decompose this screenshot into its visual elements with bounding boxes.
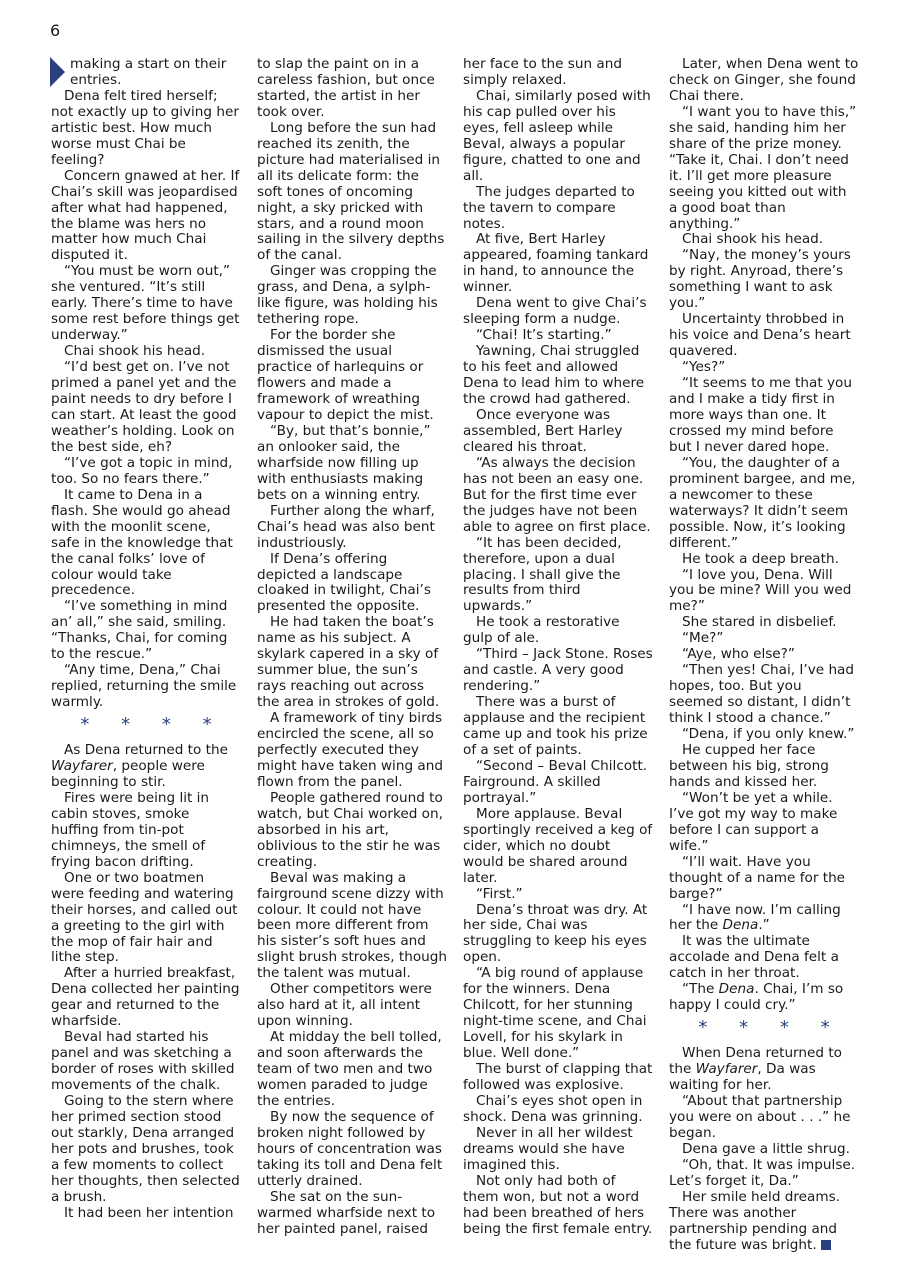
boat-name: Dena (718, 981, 755, 998)
paragraph: “I want you to have this,” she said, handing him her share of the prize money. “Take it, Chai. I don’t need it. I’ll get more pleasure seeing you kitted out with a good boat than anything.” (669, 103, 857, 232)
boat-name: Wayfarer (51, 758, 113, 775)
paragraph: “Third – Jack Stone. Roses and castle. A very good rendering.” (463, 646, 653, 695)
paragraph: “I have now. I’m calling her the Dena.” (669, 901, 841, 934)
section-break: * * * * (80, 714, 225, 736)
paragraph: “You, the daughter of a prominent bargee, and me, a newcomer to these waterways? It didn’t seem possible. Now, it’s looking different.” (669, 454, 856, 551)
paragraph: People gathered round to watch, but Chai worked on, absorbed in his art, oblivious to the stir he was creating. (257, 789, 443, 870)
paragraph: Long before the sun had reached its zenith, the picture had materialised in all its delicate form: the soft tones of oncoming night, a sky pricked with stars, and a round moon sailing in the silvery depths of the canal. (257, 119, 445, 264)
paragraph: The judges departed to the tavern to compare notes. (463, 183, 635, 232)
paragraph: He had taken the boat’s name as his subject. A skylark capered in a sky of summer blue, the sun’s rays reaching out across the area in strokes of gold. (257, 614, 440, 711)
paragraph: It was the ultimate accolade and Dena felt a catch in her throat. (669, 933, 839, 982)
paragraph: Dena felt tired herself; not exactly up to giving her artistic best. How much worse must Chai be feeling? (51, 87, 239, 168)
paragraph: More applause. Beval sportingly received a keg of cider, which no doubt would be shared around later. (463, 805, 653, 886)
paragraph: Beval was making a fairground scene dizzy with colour. It could not have been more different from his sister’s soft hues and slight brush strokes, though the talent was mutual. (257, 869, 448, 982)
paragraph: “I’d best get on. I’ve not primed a panel yet and the paint needs to dry before I can start. At least the good weather’s holding. Look on the best side, eh? (51, 359, 237, 455)
paragraph: “You must be worn out,” she ventured. “It’s still early. There’s time to have some rest before things get underway.” (51, 263, 240, 344)
paragraph: As Dena returned to the Wayfarer, people were beginning to stir. (51, 742, 228, 790)
paragraph: “Nay, the money’s yours by right. Anyroad, there’s something I want to ask you.” (669, 247, 851, 312)
paragraph: “By, but that’s bonnie,” an onlooker said, the wharfside now filling up with enthusiasts making bets on a winning entry. (257, 422, 431, 503)
paragraph: For the border she dismissed the usual practice of harlequins or flowers and made a framework of wreathing vapour to depict the mist. (257, 327, 434, 423)
paragraph: Uncertainty throbbed in his voice and Dena’s heart quavered. (669, 311, 851, 360)
paragraph: “Oh, that. It was impulse. Let’s forget it, Da.” (669, 1156, 856, 1189)
paragraph: Further along the wharf, Chai’s head was also bent industriously. (257, 502, 435, 551)
paragraph: “I’ll wait. Have you thought of a name for the barge?” (669, 853, 846, 902)
paragraph: her face to the sun and simply relaxed. (463, 56, 622, 88)
paragraph: Never in all her wildest dreams would she have imagined this. (463, 1124, 633, 1173)
paragraph: “As always the decision has not been an easy one. But for the first time ever the judges have not been able to agree on first place. (463, 454, 651, 535)
paragraph: At five, Bert Harley appeared, foaming tankard in hand, to announce the winner. (463, 231, 649, 296)
paragraph: “Dena, if you only knew.” (682, 726, 855, 743)
paragraph: “Won’t be yet a while. I’ve got my way to make before I can support a wife.” (669, 789, 838, 854)
paragraph: “About that partnership you were on about . . .” he began. (669, 1093, 851, 1141)
paragraph: By now the sequence of broken night followed by hours of concentration was taking its toll and Dena felt utterly drained. (257, 1108, 443, 1189)
paragraph: “Yes?” (682, 359, 726, 376)
paragraph: “I love you, Dena. Will you be mine? Will you wed me?” (669, 566, 852, 615)
page-number: 6 (50, 21, 61, 40)
paragraph: Concern gnawed at her. If Chai’s skill was jeopardised after what had happened, the blame was hers no matter how much Chai disputed it. (51, 167, 240, 264)
paragraph: making a start on their entries. (70, 56, 227, 88)
paragraph: Fires were being lit in cabin stoves, smoke huffing from tin-pot chimneys, the smell of frying bacon drifting. (51, 789, 210, 870)
column-4 (669, 57, 859, 1254)
paragraph: A framework of tiny birds encircled the scene, all so perfectly executed they might have taken wing and flown from the panel. (257, 710, 443, 790)
paragraph: There was a burst of applause and the recipient came up and took his prize of a set of paints. (463, 694, 648, 758)
column-1 (51, 57, 241, 1222)
paragraph: Dena gave a little shrug. (682, 1140, 850, 1157)
paragraph: Dena’s throat was dry. At her side, Chai was struggling to keep his eyes open. (463, 901, 648, 966)
paragraph: Chai shook his head. (64, 343, 206, 360)
paragraph: One or two boatmen were feeding and watering their horses, and called out a greeting to the girl with the mop of fair hair and lithe step. (51, 869, 238, 966)
paragraph: “Second – Beval Chilcott. Fairground. A skilled portrayal.” (463, 757, 648, 806)
paragraph: “Any time, Dena,” Chai replied, returning the smile warmly. (51, 662, 237, 711)
column-2 (257, 57, 447, 1238)
paragraph: “Aye, who else?” (682, 646, 795, 663)
paragraph: At midday the bell tolled, and soon afterwards the team of two men and two women paraded to judge the entries. (257, 1029, 442, 1109)
paragraph: Once everyone was assembled, Bert Harley cleared his throat. (463, 406, 623, 455)
paragraph: If Dena’s offering depicted a landscape cloaked in twilight, Chai’s presented the opposite. (257, 550, 431, 615)
paragraph: “Me?” (682, 630, 724, 647)
paragraph: Chai’s eyes shot open in shock. Dena was grinning. (463, 1092, 643, 1125)
paragraph: He took a deep breath. (682, 550, 839, 567)
paragraph: Yawning, Chai struggled to his feet and allowed Dena to lead him to where the crowd had gathered. (463, 343, 645, 408)
paragraph: “It has been decided, therefore, upon a dual placing. I shall give the results from third upwards.” (463, 534, 622, 615)
paragraph: “I’ve something in mind an’ all,” she said, smiling. “Thanks, Chai, for coming to the rescue.” (51, 598, 228, 663)
paragraph: It had been her intention (64, 1204, 234, 1221)
paragraph: “It seems to me that you and I make a tidy first in more ways than one. It crossed my mind before but I never dared hope. (669, 375, 852, 455)
column-3 (463, 57, 653, 1238)
paragraph: Her smile held dreams. There was another partnership pending and the future was bright. (669, 1188, 841, 1253)
paragraph: Beval had started his panel and was sketching a border of roses with skilled movements of the chalk. (51, 1029, 235, 1094)
paragraph: After a hurried breakfast, Dena collected her painting gear and returned to the wharfside. (51, 965, 240, 1030)
paragraph: When Dena returned to the Wayfarer, Da was waiting for her. (669, 1045, 842, 1094)
end-square-icon (821, 1240, 831, 1250)
paragraph: It came to Dena in a flash. She would go ahead with the moonlit scene, safe in the knowledge that the canal folks’ love of colour would take precedence. (51, 486, 233, 599)
paragraph: Ginger was cropping the grass, and Dena, a sylph-like figure, was holding his tethering rope. (257, 263, 438, 328)
continuation-arrow-icon (50, 57, 65, 87)
paragraph: “Chai! It’s starting.” (476, 327, 612, 344)
paragraph: Going to the stern where her primed section stood out starkly, Dena arranged her pots and brushes, took a few moments to collect her thoughts, then selected a brush. (51, 1093, 240, 1205)
paragraph: Later, when Dena went to check on Ginger, she found Chai there. (669, 56, 859, 104)
paragraph: “A big round of applause for the winners. Dena Chilcott, for her stunning night-time scene, and Chai Lovell, for his skylark in blue. Well done.” (463, 965, 647, 1062)
paragraph: Dena went to give Chai’s sleeping form a nudge. (463, 295, 647, 328)
paragraph: He took a restorative gulp of ale. (463, 614, 620, 647)
boat-name: Dena (722, 917, 759, 934)
paragraph: He cupped her face between his big, strong hands and kissed her. (669, 741, 829, 790)
section-break: * * * * (698, 1017, 843, 1039)
paragraph: She stared in disbelief. (682, 614, 837, 631)
paragraph: “Then yes! Chai, I’ve had hopes, too. But you seemed so distant, I didn’t think I stood a chance.” (669, 662, 855, 727)
paragraph: to slap the paint on in a careless fashion, but once started, the artist in her took over. (257, 56, 435, 120)
paragraph: She sat on the sun-warmed wharfside next to her painted panel, raised (257, 1188, 436, 1237)
boat-name: Wayfarer (695, 1061, 758, 1078)
paragraph: Other competitors were also hard at it, all intent upon winning. (257, 981, 432, 1030)
paragraph: The burst of clapping that followed was explosive. (463, 1061, 653, 1093)
paragraph: Chai, similarly posed with his cap pulled over his eyes, fell asleep while Beval, always a popular figure, chatted to one and all. (463, 87, 651, 184)
paragraph: Not only had both of them won, but not a word had been breathed of hers being the first female entry. (463, 1172, 653, 1237)
paragraph: “First.” (476, 885, 523, 902)
paragraph: Chai shook his head. (682, 231, 824, 248)
paragraph: “I’ve got a topic in mind, too. So no fears there.” (51, 454, 233, 487)
paragraph: “The Dena. Chai, I’m so happy I could cry.” (669, 981, 844, 1014)
